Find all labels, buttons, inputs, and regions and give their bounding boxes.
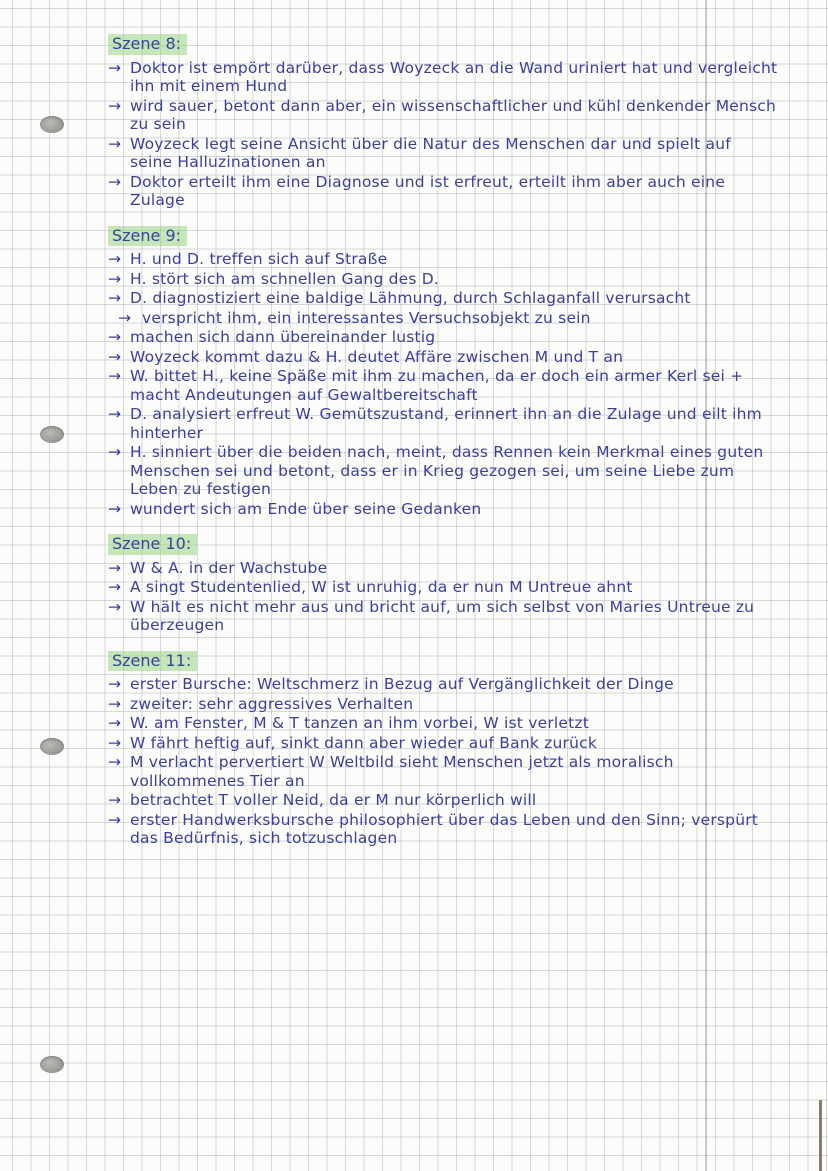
note-item: → A singt Studentenlied, W ist unruhig, da er nun M Untreue ahnt — [108, 578, 778, 597]
note-item: → Woyzeck kommt dazu & H. deutet Affäre zwischen M und T an — [108, 348, 778, 367]
note-item: → M verlacht pervertiert W Weltbild sieht Menschen jetzt als moralisch vollkommenes Tier an — [108, 753, 778, 790]
section-heading: Szene 9: — [108, 226, 187, 247]
note-item: → machen sich dann übereinander lustig — [108, 328, 778, 347]
section-heading: Szene 10: — [108, 534, 197, 555]
section-heading: Szene 11: — [108, 651, 197, 672]
note-item: → W hält es nicht mehr aus und bricht auf, um sich selbst von Maries Untreue zu überzeugen — [108, 598, 778, 635]
punch-hole — [40, 116, 64, 133]
notes-content — [108, 34, 778, 864]
note-item: → Doktor erteilt ihm eine Diagnose und ist erfreut, erteilt ihm aber auch eine Zulage — [108, 173, 778, 210]
note-subitem: → verspricht ihm, ein interessantes Versuchsobjekt zu sein — [108, 309, 778, 328]
note-list — [108, 59, 778, 210]
note-item: → erster Bursche: Weltschmerz in Bezug auf Vergänglichkeit der Dinge — [108, 675, 778, 694]
note-item: → W fährt heftig auf, sinkt dann aber wieder auf Bank zurück — [108, 734, 778, 753]
note-list — [108, 250, 778, 518]
section-heading: Szene 8: — [108, 34, 187, 55]
note-item: → Woyzeck legt seine Ansicht über die Natur des Menschen dar und spielt auf seine Halluzinationen an — [108, 135, 778, 172]
page-edge — [819, 1100, 822, 1171]
note-item: → Doktor ist empört darüber, dass Woyzeck an die Wand uriniert hat und vergleicht ihn mit einem Hund — [108, 59, 778, 96]
note-item: → W. am Fenster, M & T tanzen an ihm vorbei, W ist verletzt — [108, 714, 778, 733]
note-item: → W. bittet H., keine Späße mit ihm zu machen, da er doch ein armer Kerl sei + macht Andeutungen auf Gewaltbereitschaft — [108, 367, 778, 404]
punch-hole — [40, 1056, 64, 1073]
note-item: → D. analysiert erfreut W. Gemütszustand, erinnert ihn an die Zulage und eilt ihm hinterher — [108, 405, 778, 442]
note-item: → erster Handwerksbursche philosophiert über das Leben und den Sinn; verspürt das Bedürfnis, sich totzuschlagen — [108, 811, 778, 848]
section-szene-8 — [108, 34, 778, 210]
section-szene-9 — [108, 226, 778, 519]
note-item: → H. und D. treffen sich auf Straße — [108, 250, 778, 269]
note-item: → zweiter: sehr aggressives Verhalten — [108, 695, 778, 714]
note-item: → W & A. in der Wachstube — [108, 559, 778, 578]
note-item: → D. diagnostiziert eine baldige Lähmung, durch Schlaganfall verursacht — [108, 289, 778, 308]
note-item: → wird sauer, betont dann aber, ein wissenschaftlicher und kühl denkender Mensch zu sein — [108, 97, 778, 134]
note-item: → betrachtet T voller Neid, da er M nur körperlich will — [108, 791, 778, 810]
note-item: → H. stört sich am schnellen Gang des D. — [108, 270, 778, 289]
note-item: → wundert sich am Ende über seine Gedanken — [108, 500, 778, 519]
punch-hole — [40, 738, 64, 755]
note-list — [108, 559, 778, 635]
punch-hole — [40, 426, 64, 443]
note-item: → H. sinniert über die beiden nach, meint, dass Rennen kein Merkmal eines guten Menschen sei und betont, dass er in Krieg gezogen sei, um seine Liebe zum Leben zu festigen — [108, 443, 778, 499]
section-szene-10 — [108, 534, 778, 635]
note-list — [108, 675, 778, 848]
section-szene-11 — [108, 651, 778, 848]
